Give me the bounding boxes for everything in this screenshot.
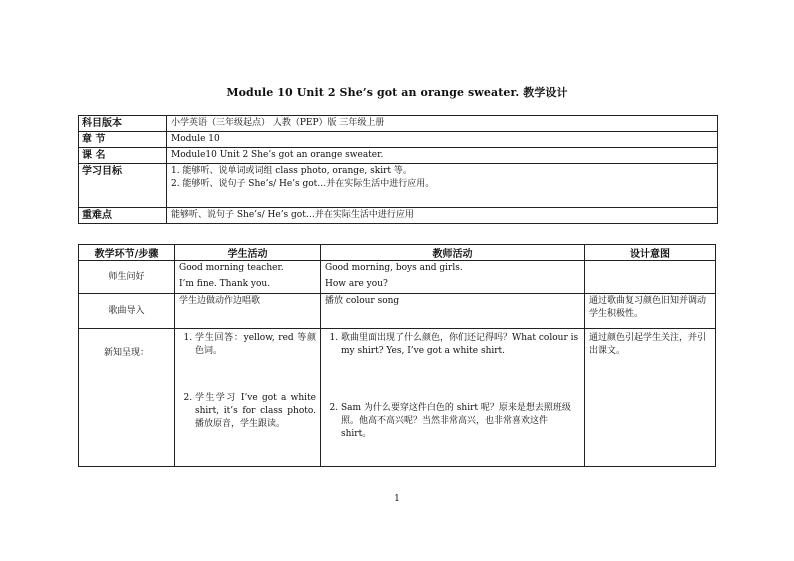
info-value (167, 164, 718, 208)
list-item: 2. 学生学习 I’ve got a white shirt, it’s for class photo. 播放原音，学生跟读。 (195, 392, 316, 431)
goal-item: 1. 能够听、说单词或词组 class photo, orange, skirt 等。 (171, 166, 412, 176)
student-line: I’m fine. Thank you. (179, 279, 271, 289)
info-row-key-points (79, 208, 718, 224)
student-cell (175, 329, 321, 467)
info-row-subject (79, 116, 718, 132)
info-row-goals (79, 164, 718, 208)
info-value: 能够听、说句子 She’s/ He’s got…并在实际生活中进行应用 (167, 208, 718, 224)
student-line: Good morning teacher. (179, 263, 284, 273)
teacher-line: Good morning, boys and girls. (325, 263, 463, 273)
table-row (79, 261, 716, 294)
table-row (79, 329, 716, 467)
info-row-lesson-name (79, 148, 718, 164)
document-title: Module 10 Unit 2 She’s got an orange sweater. 教学设计 (226, 86, 568, 99)
step-cell: 新知呈现： (79, 329, 175, 467)
intent-cell: 通过歌曲复习颜色旧知并调动学生积极性。 (585, 294, 716, 329)
info-row-chapter (79, 132, 718, 148)
info-label: 学习目标 (79, 164, 167, 208)
step-cell: 师生问好 (79, 261, 175, 294)
teacher-line: How are you? (325, 279, 388, 289)
student-cell: 学生边做动作边唱歌 (175, 294, 321, 329)
teacher-cell (321, 261, 585, 294)
page-number: 1 (394, 494, 400, 504)
goal-item: 2. 能够听、说句子 She’s/ He’s got…并在实际生活中进行应用。 (171, 179, 435, 189)
header-student: 学生活动 (175, 245, 321, 261)
intent-cell: 通过颜色引起学生关注，并引出课文。 (585, 329, 716, 467)
list-item: 1. 歌曲里面出现了什么颜色，你们还记得吗？What colour is my shirt? Yes, I’ve got a white shirt. (341, 332, 580, 358)
header-teacher: 教师活动 (321, 245, 585, 261)
teacher-cell: 播放 colour song (321, 294, 585, 329)
teacher-cell (321, 329, 585, 467)
lesson-header-row (79, 245, 716, 261)
table-row (79, 294, 716, 329)
course-info-table (78, 115, 718, 224)
intent-cell (585, 261, 716, 294)
step-cell: 歌曲导入 (79, 294, 175, 329)
info-value: Module 10 (167, 132, 718, 148)
list-item: 2. Sam 为什么要穿这件白色的 shirt 呢？原来是想去照班级照。他高不高兴呢？当然非常高兴，也非常喜欢这件 shirt。 (341, 402, 580, 441)
info-label: 重难点 (79, 208, 167, 224)
info-value: 小学英语（三年级起点） 人教（PEP）版 三年级上册 (167, 116, 718, 132)
student-cell (175, 261, 321, 294)
header-intent: 设计意图 (585, 245, 716, 261)
info-label: 章 节 (79, 132, 167, 148)
info-label: 科目版本 (79, 116, 167, 132)
info-value: Module10 Unit 2 She’s got an orange sweater. (167, 148, 718, 164)
info-label: 课 名 (79, 148, 167, 164)
lesson-steps-table (78, 244, 716, 467)
list-item: 1. 学生回答：yellow, red 等颜色词。 (195, 332, 316, 358)
header-step: 教学环节/步骤 (79, 245, 175, 261)
